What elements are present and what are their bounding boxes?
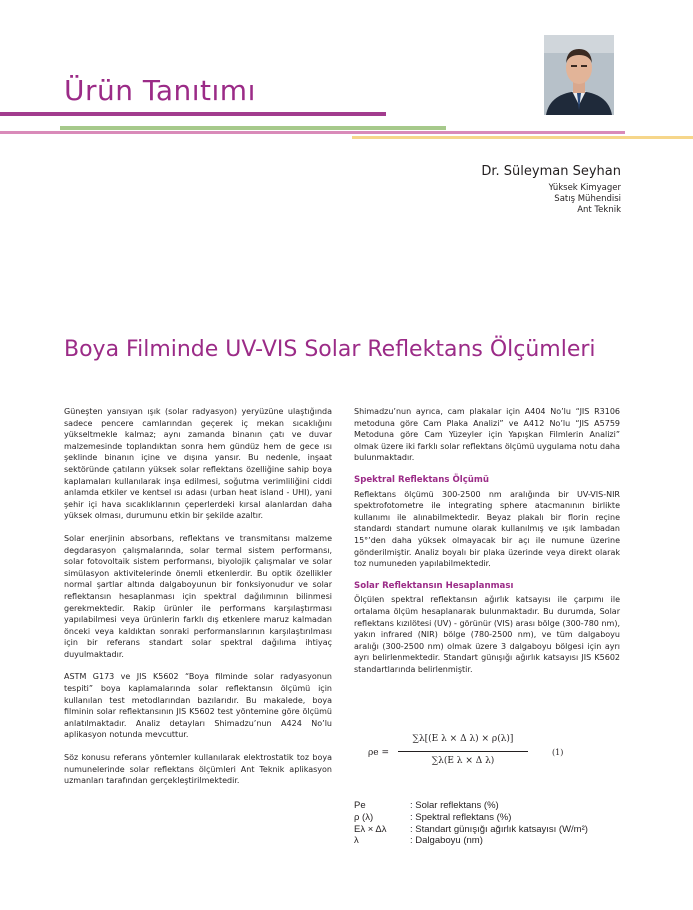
author-name: Dr. Süleyman Seyhan bbox=[481, 164, 621, 179]
pink-divider bbox=[0, 131, 625, 134]
paragraph: Ölçülen spektral reflektansın ağırlık katsayısı ile çarpımı ile ortalama ölçüm hesaplanarak bulunmaktadır. Bu durumda, Solar reflektans kızılötesi (UV) - görünür (VIS) arası bölge (300-780 nm), yakın infrared (NIR) bölge (780-2500 nm), ve tüm dalgaboyu aralığı (300-2500 nm) olmak üzere 3 dalgaboyu bölgesi için ayrı ayrı belirlenmektedir. Standart günışığı ağırlık katsayısı JIS K5602 standartlarında belirlenmiştir. bbox=[354, 595, 620, 674]
paragraph: Shimadzu’nun ayrıca, cam plakalar için A404 No’lu “JIS R3106 metoduna göre Cam Plaka Analizi” ve A412 No’lu “JIS A5759 Metoduna göre Cam Yüzeyler için Yapışkan Filmlerin Analizi” olmak üzere iki farklı solar reflektans ölçümü uygulama notu daha bulunmaktadır. bbox=[354, 407, 620, 463]
definition-text: : Dalgaboyu (nm) bbox=[410, 835, 483, 847]
yellow-divider bbox=[352, 136, 693, 139]
paragraph: Söz konusu referans yöntemler kullanılarak elektrostatik toz boya numunelerinde solar reflektans ölçümleri Ant Teknik aplikasyon uzmanları tarafından gerçekleştirilmektedir. bbox=[64, 753, 332, 786]
definition-row bbox=[354, 800, 588, 812]
paragraph: ASTM G173 ve JIS K5602 “Boya filminde solar radyasyonun tespiti” boya kaplamalarında solar reflektansın ölçümü için kullanılan test metodlarından bazılarıdır. Bu makalede, boya filminin solar reflektansının JIS K5602 test yöntemine göre ölçümü anlatılmaktadır. Analiz detayları Shimadzu’nun A424 No’lu aplikasyon notunda mevcuttur. bbox=[64, 672, 332, 740]
page-title: Ürün Tanıtımı bbox=[64, 74, 256, 107]
purple-divider bbox=[0, 112, 386, 116]
formula-denominator: ∑λ(E λ × Δ λ) bbox=[431, 756, 495, 766]
green-divider bbox=[60, 126, 446, 130]
right-column bbox=[354, 406, 620, 686]
definition-row bbox=[354, 812, 588, 824]
equation-number: (1) bbox=[552, 748, 564, 757]
author-portrait-icon bbox=[544, 35, 614, 115]
formula-numerator: ∑λ[(E λ × Δ λ) × ρ(λ)] bbox=[412, 734, 514, 744]
definition-text: : Standart günışığı ağırlık katsayısı (W/m²) bbox=[410, 823, 588, 835]
left-column bbox=[64, 406, 332, 798]
section-heading: Solar Reflektansın Hesaplanması bbox=[354, 580, 514, 591]
paragraph: Güneşten yansıyan ışık (solar radyasyon) yeryüzüne ulaştığında sadece pencere camlarından geçerek iç mekan sıcaklığını yükseltmekle kalmaz; aynı zamanda binanın çatı ve duvar malzemesinde toplandıktan sonra hem gündüz hem de gece ısı şeklinde binanın içine ve dışına yansır. Bu nedenle, inşaat sektöründe çatıların yüksek solar reflektans özelliğine sahip boya kaplamaları kullanılarak inşa edilmesi, soğutma verimliliğini ciddi anlamda etkiler ve kentsel ısı adası (urban heat island - UHI), yani şehir içi hava sıcaklıklarının çeperlerdeki kırsal alanlardan daha yüksek olması, durumunu etkin bir şekilde azaltır. bbox=[64, 407, 332, 521]
definition-text: : Solar reflektans (%) bbox=[410, 800, 499, 811]
paragraph: Reflektans ölçümü 300-2500 nm aralığında bir UV-VIS-NIR spektrofotometre ile integrating sphere atacmanının birlikte kullanımı ile alınabilmektedir. Beyaz plakalı bir florin reçine standardı standart numune olarak kullanılmış ve ışık lambadan 15°’den daha yüksek olmayacak bir açı ile numune üzerine gönderilmiştir. Analiz boyalı bir plaka üzerinde veya direkt olarak toz numuneden yapılabilmektedir. bbox=[354, 489, 620, 569]
definition-text: : Spektral reflektans (%) bbox=[410, 811, 512, 823]
author-photo bbox=[544, 35, 614, 115]
definition-symbol: λ bbox=[354, 835, 359, 847]
fraction-line bbox=[398, 751, 528, 752]
formula-lhs: ρe = bbox=[368, 748, 390, 758]
author-role: Yüksek Kimyager bbox=[548, 183, 621, 193]
definition-symbol: Pe bbox=[354, 800, 366, 811]
symbol-definitions bbox=[354, 800, 588, 847]
author-block bbox=[481, 164, 621, 216]
definition-symbol: ρ (λ) bbox=[354, 811, 374, 823]
author-position: Satış Mühendisi bbox=[554, 194, 621, 204]
paragraph: Solar enerjinin absorbans, reflektans ve transmitansı malzeme degdarasyon çalışmalarında, solar termal sistem performansı, solar fotovoltaik sistem performansı, biyolojik çalışmalar ve solar simülasyon aktivitelerinde önemli etkenlerdir. Bu optik özellikler normal şartlar altında dalgaboyunun bir fonksiyonudur ve solar reflektansın hesaplanması için spektral dağılımının bilinmesi gerekmektedir. Rakip ürünler ile performans karşılaştırması yapılabilmesi veya ürünlerin farklı dış etkenlere maruz kalmadan önceki veya kaldıktan sonraki performanslarının karşılaştırılması için bir referans standart solar spektral dağılıma ihtiyaç duyulmaktadır. bbox=[64, 533, 332, 659]
article-title: Boya Filminde UV-VIS Solar Reflektans Ölçümleri bbox=[64, 337, 596, 362]
section-heading: Spektral Reflektans Ölçümü bbox=[354, 474, 489, 485]
definition-row bbox=[354, 824, 588, 836]
definition-row bbox=[354, 835, 588, 847]
solar-reflectance-formula bbox=[368, 732, 578, 772]
author-company: Ant Teknik bbox=[577, 205, 621, 215]
definition-symbol: Eλ × Δλ bbox=[354, 823, 387, 835]
